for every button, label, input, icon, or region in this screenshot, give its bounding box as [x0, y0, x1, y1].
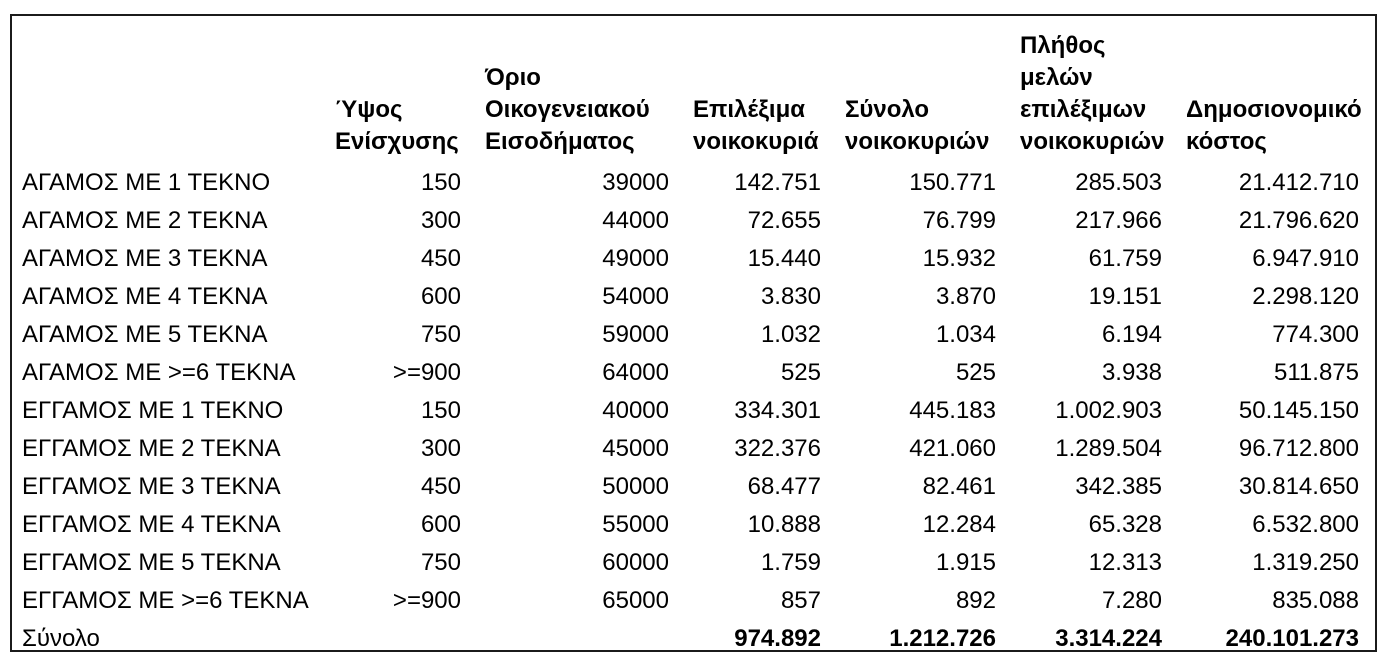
- table-row: [12, 506, 1375, 544]
- table-row: [12, 468, 1375, 506]
- cell: 1.002.903: [1055, 397, 1162, 424]
- cell: 974.892: [734, 625, 821, 652]
- cell: 525: [955, 359, 996, 386]
- cell: 40000: [602, 397, 669, 424]
- cell: 15.440: [747, 245, 821, 272]
- cell: 511.875: [1274, 359, 1359, 386]
- cell: 72.655: [747, 207, 821, 234]
- cell: 1.032: [760, 321, 821, 348]
- cell: 150: [420, 397, 461, 424]
- header-row: [12, 16, 1375, 164]
- column-header: Ύψος Ενίσχυσης: [335, 96, 459, 155]
- table-row: [12, 278, 1375, 316]
- cell: 1.319.250: [1252, 549, 1359, 576]
- cell: 600: [420, 511, 461, 538]
- cell: 342.385: [1075, 473, 1162, 500]
- cell: 450: [420, 473, 461, 500]
- table-row: [12, 582, 1375, 620]
- cell: [327, 620, 477, 652]
- cell: 19.151: [1088, 283, 1162, 310]
- cell: 3.830: [760, 283, 821, 310]
- table-row: [12, 392, 1375, 430]
- row-label: ΕΓΓΑΜΟΣ ΜΕ 5 ΤΕΚΝΑ: [22, 549, 281, 576]
- cell: 6.194: [1101, 321, 1162, 348]
- cell: 892: [955, 587, 996, 614]
- cell: >=900: [392, 587, 461, 614]
- cell: 39000: [602, 169, 669, 196]
- cell: 12.284: [922, 511, 996, 538]
- cell: 21.796.620: [1238, 207, 1359, 234]
- cell: 300: [420, 435, 461, 462]
- benefits-table-container: [10, 14, 1377, 652]
- cell: 750: [420, 321, 461, 348]
- table-row: [12, 202, 1375, 240]
- cell: 50000: [602, 473, 669, 500]
- cell: 322.376: [734, 435, 821, 462]
- cell: 334.301: [734, 397, 821, 424]
- cell: 76.799: [922, 207, 996, 234]
- row-label: ΕΓΓΑΜΟΣ ΜΕ 3 ΤΕΚΝΑ: [22, 473, 281, 500]
- table-row: [12, 354, 1375, 392]
- cell: 774.300: [1272, 321, 1359, 348]
- row-label: ΕΓΓΑΜΟΣ ΜΕ 4 ΤΕΚΝΑ: [22, 511, 281, 538]
- cell: 21.412.710: [1238, 169, 1359, 196]
- row-label: ΕΓΓΑΜΟΣ ΜΕ 2 ΤΕΚΝΑ: [22, 435, 281, 462]
- cell: 285.503: [1075, 169, 1162, 196]
- cell: 217.966: [1075, 207, 1162, 234]
- cell: 1.759: [760, 549, 821, 576]
- cell: 68.477: [747, 473, 821, 500]
- cell: 45000: [602, 435, 669, 462]
- cell: 150: [420, 169, 461, 196]
- benefits-table: [12, 16, 1375, 652]
- column-header: Όριο Οικογενειακού Εισοδήματος: [485, 64, 650, 155]
- cell: 55000: [602, 511, 669, 538]
- corner-cell: [12, 16, 327, 164]
- row-label: ΕΓΓΑΜΟΣ ΜΕ >=6 ΤΕΚΝΑ: [22, 587, 309, 614]
- cell: 1.034: [935, 321, 996, 348]
- cell: 50.145.150: [1238, 397, 1359, 424]
- cell: >=900: [392, 359, 461, 386]
- cell: 64000: [602, 359, 669, 386]
- cell: 3.314.224: [1055, 625, 1162, 652]
- cell: 12.313: [1088, 549, 1162, 576]
- cell: 49000: [602, 245, 669, 272]
- cell: 857: [780, 587, 821, 614]
- cell: 15.932: [922, 245, 996, 272]
- cell: 65000: [602, 587, 669, 614]
- cell: 3.938: [1101, 359, 1162, 386]
- cell: 6.532.800: [1252, 511, 1359, 538]
- cell: 1.289.504: [1055, 435, 1162, 462]
- cell: 750: [420, 549, 461, 576]
- cell: 445.183: [909, 397, 996, 424]
- column-header: Επιλέξιμα νοικοκυριά: [693, 96, 819, 155]
- row-label: ΑΓΑΜΟΣ ΜΕ >=6 ΤΕΚΝΑ: [22, 359, 296, 386]
- cell: 96.712.800: [1238, 435, 1359, 462]
- column-header: Σύνολο νοικοκυριών: [845, 96, 990, 155]
- table-row: [12, 430, 1375, 468]
- row-label: ΑΓΑΜΟΣ ΜΕ 4 ΤΕΚΝΑ: [22, 283, 268, 310]
- column-header: Δημοσιονομικό κόστος: [1186, 96, 1362, 155]
- cell: 3.870: [935, 283, 996, 310]
- cell: 835.088: [1272, 587, 1359, 614]
- cell: 1.212.726: [889, 625, 996, 652]
- cell: 2.298.120: [1252, 283, 1359, 310]
- table-row: [12, 164, 1375, 202]
- cell: 60000: [602, 549, 669, 576]
- cell: 300: [420, 207, 461, 234]
- cell: 450: [420, 245, 461, 272]
- table-header: [12, 16, 1375, 164]
- cell: 600: [420, 283, 461, 310]
- cell: 82.461: [922, 473, 996, 500]
- cell: 142.751: [734, 169, 821, 196]
- table-row: [12, 316, 1375, 354]
- cell: 150.771: [909, 169, 996, 196]
- table-body: [12, 164, 1375, 652]
- row-label: ΑΓΑΜΟΣ ΜΕ 2 ΤΕΚΝΑ: [22, 207, 268, 234]
- cell: 65.328: [1088, 511, 1162, 538]
- row-label: ΑΓΑΜΟΣ ΜΕ 1 ΤΕΚΝΟ: [22, 169, 271, 196]
- cell: 61.759: [1088, 245, 1162, 272]
- cell: 30.814.650: [1238, 473, 1359, 500]
- row-label: ΑΓΑΜΟΣ ΜΕ 5 ΤΕΚΝΑ: [22, 321, 268, 348]
- cell: 10.888: [747, 511, 821, 538]
- cell: 54000: [602, 283, 669, 310]
- cell: 525: [780, 359, 821, 386]
- cell: 421.060: [909, 435, 996, 462]
- cell: 7.280: [1101, 587, 1162, 614]
- total-row: [12, 620, 1375, 652]
- cell: 59000: [602, 321, 669, 348]
- cell: 1.915: [935, 549, 996, 576]
- cell: 240.101.273: [1225, 625, 1359, 652]
- row-label: Σύνολο: [22, 625, 100, 652]
- table-row: [12, 240, 1375, 278]
- row-label: ΑΓΑΜΟΣ ΜΕ 3 ΤΕΚΝΑ: [22, 245, 268, 272]
- table-row: [12, 544, 1375, 582]
- cell: 44000: [602, 207, 669, 234]
- cell: 6.947.910: [1252, 245, 1359, 272]
- row-label: ΕΓΓΑΜΟΣ ΜΕ 1 ΤΕΚΝΟ: [22, 397, 284, 424]
- column-header: Πλήθος μελών επιλέξιμων νοικοκυριών: [1020, 32, 1165, 155]
- cell: [477, 620, 685, 652]
